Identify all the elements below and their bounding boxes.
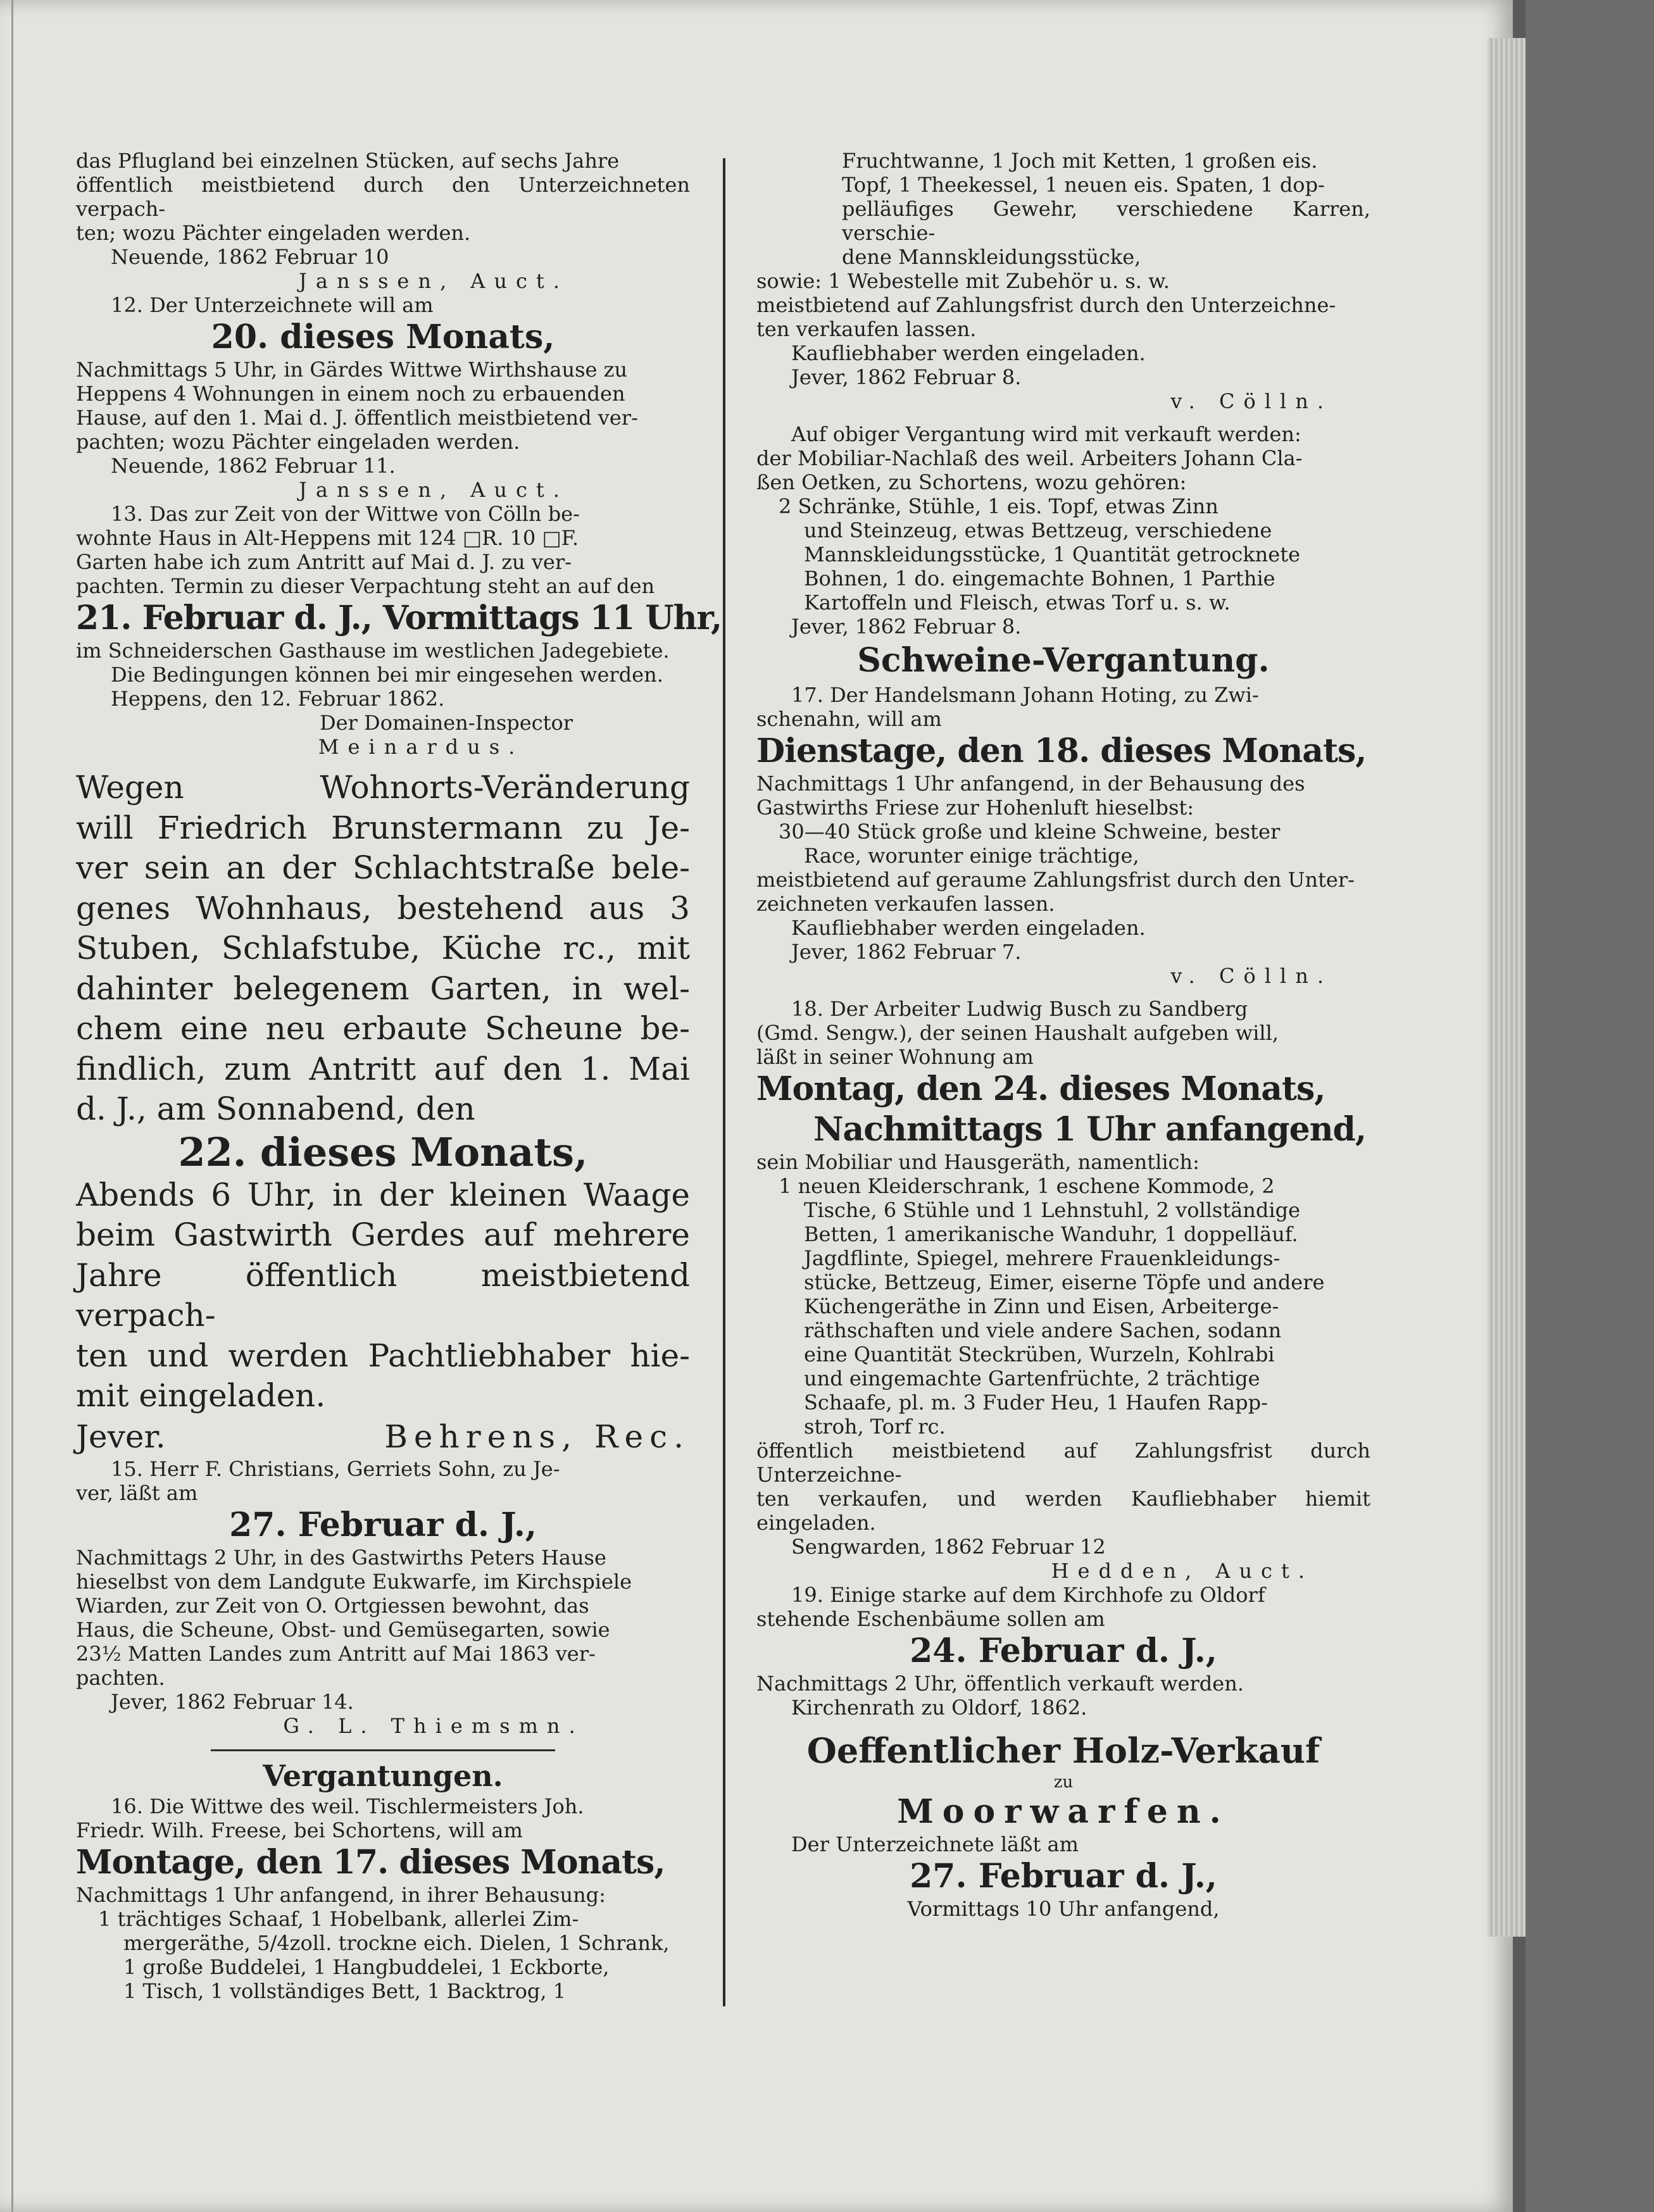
left-column xyxy=(76,149,722,2003)
signature: Janssen, Auct. xyxy=(299,269,568,293)
item-line: Schaafe, pl. m. 3 Fuder Heu, 1 Haufen Rapp- xyxy=(804,1390,1268,1415)
text-line: ten verkaufen lassen. xyxy=(756,317,977,341)
item-line: stücke, Bettzeug, Eimer, eiserne Töpfe und andere xyxy=(804,1270,1325,1294)
item-line: stroh, Torf rc. xyxy=(804,1415,946,1439)
text-line: hieselbst von dem Landgute Eukwarfe, im Kirchspiele xyxy=(76,1569,632,1594)
text-line: Wiarden, zur Zeit von O. Ortgiessen bewohnt, das xyxy=(76,1593,589,1618)
date-heading: Montag, den 24. dieses Monats, xyxy=(756,1070,1325,1108)
text-line: Friedr. Wilh. Freese, bei Schortens, will am xyxy=(76,1818,523,1842)
section-heading: Vergantungen. xyxy=(263,1758,503,1793)
signature: v. Cölln. xyxy=(1170,964,1332,988)
item-line: räthschaften und viele andere Sachen, sodann xyxy=(804,1318,1282,1342)
large-notice-line: ver sein an der Schlachtstraße bele- xyxy=(76,849,690,886)
column-rule xyxy=(723,158,725,2006)
large-notice-line: d. J., am Sonnabend, den xyxy=(76,1090,475,1127)
date-heading: 20. dieses Monats, xyxy=(211,318,555,356)
binding-gutter xyxy=(11,0,13,2212)
text-line: pachten; wozu Pächter eingeladen werden. xyxy=(76,430,520,454)
item-line: Mannskleidungsstücke, 1 Quantität getrocknete xyxy=(804,542,1300,566)
item-line: eine Quantität Steckrüben, Wurzeln, Kohlrabi xyxy=(804,1342,1275,1366)
text-line: läßt in seiner Wohnung am xyxy=(756,1045,1034,1069)
text-line: das Pflugland bei einzelnen Stücken, auf sechs Jahre xyxy=(76,149,620,173)
item-line: Race, worunter einige trächtige, xyxy=(804,844,1139,868)
large-notice-line: Wegen Wohnorts-Veränderung xyxy=(76,769,690,806)
notice-number: 16. Die Wittwe des weil. Tischlermeisters Joh. xyxy=(111,1794,584,1818)
large-notice-line: dahinter belegenem Garten, in wel- xyxy=(76,970,690,1007)
text-line: der Mobiliar-Nachlaß des weil. Arbeiters Johann Cla- xyxy=(756,446,1303,470)
text-line: wohnte Haus in Alt-Heppens mit 124 □R. 10 □F. xyxy=(76,526,579,550)
text-line: pachten. xyxy=(76,1665,165,1690)
text-line: Garten habe ich zum Antritt auf Mai d. J. zu ver- xyxy=(76,550,572,574)
date-heading: 24. Februar d. J., xyxy=(910,1632,1217,1670)
date-heading: 22. dieses Monats, xyxy=(178,1128,588,1175)
item-line: 1 trächtiges Schaaf, 1 Hobelbank, allerlei Zim- xyxy=(98,1906,579,1931)
large-notice-line: beim Gastwirth Gerdes auf mehrere xyxy=(76,1216,690,1253)
right-column xyxy=(756,149,1370,1921)
date-heading: Dienstage, den 18. dieses Monats, xyxy=(756,732,1367,770)
text-line: Vormittags 10 Uhr anfangend, xyxy=(907,1897,1220,1921)
notice-number: 17. Der Handelsmann Johann Hoting, zu Zwi- xyxy=(791,683,1259,707)
item-line: 1 Tisch, 1 vollständiges Bett, 1 Backtrog, 1 xyxy=(123,1978,567,2003)
text-line: Nachmittags 2 Uhr, in des Gastwirths Peters Hause xyxy=(76,1545,606,1570)
section-heading: Schweine-Vergantung. xyxy=(857,641,1270,680)
text-line: Nachmittags 5 Uhr, in Gärdes Wittwe Wirthshause zu xyxy=(76,358,628,382)
time-heading: Nachmittags 1 Uhr anfangend, xyxy=(813,1110,1366,1149)
dateline: Sengwarden, 1862 Februar 12 xyxy=(791,1535,1106,1559)
large-notice-line: Jahre öffentlich meistbietend verpach- xyxy=(76,1256,690,1334)
text-line: Haus, die Scheune, Obst- und Gemüsegarten, sowie xyxy=(76,1617,610,1642)
place-heading: Moorwarfen. xyxy=(897,1792,1230,1831)
text-line: meistbietend auf Zahlungsfrist durch den Unterzeichne- xyxy=(756,293,1336,317)
signature: Kirchenrath zu Oldorf, 1862. xyxy=(791,1696,1087,1720)
date-heading: 27. Februar d. J., xyxy=(229,1505,537,1544)
item-line: und Steinzeug, etwas Bettzeug, verschiedene xyxy=(804,518,1272,542)
text-line: ten; wozu Pächter eingeladen werden. xyxy=(76,221,471,245)
large-notice-line: Abends 6 Uhr, in der kleinen Waage xyxy=(76,1176,690,1213)
item-line: Topf, 1 Theekessel, 1 neuen eis. Spaten, 1 dop- xyxy=(842,173,1325,197)
item-line: Betten, 1 amerikanische Wanduhr, 1 doppelläuf. xyxy=(804,1222,1298,1246)
dateline: Neuende, 1862 Februar 10 xyxy=(111,245,389,269)
signature: Meinardus. xyxy=(318,735,524,759)
date-heading: Montage, den 17. dieses Monats, xyxy=(76,1842,665,1882)
notice-number: 13. Das zur Zeit von der Wittwe von Cölln be- xyxy=(111,502,580,526)
text-line: Nachmittags 1 Uhr anfangend, in ihrer Behausung: xyxy=(76,1882,606,1907)
text-line: schenahn, will am xyxy=(756,707,942,731)
text-line: ßen Oetken, zu Schortens, wozu gehören: xyxy=(756,470,1187,494)
text-line: stehende Eschenbäume sollen am xyxy=(756,1607,1105,1631)
text-line: Der Unterzeichnete läßt am xyxy=(791,1832,1079,1856)
large-notice-line: mit eingeladen. xyxy=(76,1377,326,1414)
text-line: (Gmd. Sengw.), der seinen Haushalt aufgeben will, xyxy=(756,1021,1279,1045)
notice-number: 19. Einige starke auf dem Kirchhofe zu Oldorf xyxy=(791,1583,1265,1607)
signature: G. L. Thiemsmn. xyxy=(283,1713,584,1738)
text-line: Hause, auf den 1. Mai d. J. öffentlich meistbietend ver- xyxy=(76,406,638,430)
item-line: pelläufiges Gewehr, verschiedene Karren, verschie- xyxy=(842,197,1370,245)
text-line: Kaufliebhaber werden eingeladen. xyxy=(791,341,1146,365)
text-line: Kaufliebhaber werden eingeladen. xyxy=(791,916,1146,940)
date-heading: 21. Februar d. J., Vormittags 11 Uhr, xyxy=(76,599,722,637)
large-notice-line: ten und werden Pachtliebhaber hie- xyxy=(76,1337,690,1374)
item-line: Fruchtwanne, 1 Joch mit Ketten, 1 großen eis. xyxy=(842,149,1318,173)
text-line: Nachmittags 2 Uhr, öffentlich verkauft werden. xyxy=(756,1671,1244,1696)
text-line: öffentlich meistbietend auf Zahlungsfrist durch Unterzeichne- xyxy=(756,1439,1370,1487)
large-notice-line: Stuben, Schlafstube, Küche rc., mit xyxy=(76,930,690,966)
large-notice-line: will Friedrich Brunstermann zu Je- xyxy=(76,809,690,846)
text-line: zu xyxy=(1053,1773,1074,1792)
section-rule xyxy=(211,1749,554,1751)
signature-title: Der Domainen-Inspector xyxy=(319,711,573,735)
signature: Hedden, Auct. xyxy=(1051,1559,1313,1583)
notice-number: 15. Herr F. Christians, Gerriets Sohn, zu Je- xyxy=(111,1456,560,1481)
signature-row xyxy=(76,1416,690,1457)
text-line: sowie: 1 Webestelle mit Zubehör u. s. w. xyxy=(756,269,1170,293)
dateline: Neuende, 1862 Februar 11. xyxy=(111,454,396,478)
text-line: zeichneten verkaufen lassen. xyxy=(756,892,1055,916)
item-line: Küchengeräthe in Zinn und Eisen, Arbeiterge- xyxy=(804,1294,1279,1318)
large-notice-line: genes Wohnhaus, bestehend aus 3 xyxy=(76,889,690,927)
item-line: 30—40 Stück große und kleine Schweine, bester xyxy=(779,820,1281,844)
item-line: dene Mannskleidungsstücke, xyxy=(842,245,1141,269)
text-line: Gastwirths Friese zur Hohenluft hieselbst: xyxy=(756,796,1194,820)
item-line: Jagdflinte, Spiegel, mehrere Frauenkleidungs- xyxy=(804,1246,1281,1270)
date-heading: 27. Februar d. J., xyxy=(910,1857,1217,1896)
notice-number: 18. Der Arbeiter Ludwig Busch zu Sandberg xyxy=(791,997,1248,1021)
signature: v. Cölln. xyxy=(1170,389,1332,413)
text-line: sein Mobiliar und Hausgeräth, namentlich: xyxy=(756,1150,1200,1174)
dateline: Heppens, den 12. Februar 1862. xyxy=(111,687,445,711)
text-line: pachten. Termin zu dieser Verpachtung steht an auf den xyxy=(76,574,655,598)
signature: Behrens, Rec. xyxy=(384,1418,690,1455)
signature: Janssen, Auct. xyxy=(299,478,568,502)
text-line: im Schneiderschen Gasthause im westlichen Jadegebiete. xyxy=(76,639,670,663)
text-line: ver, läßt am xyxy=(76,1480,198,1505)
place: Jever. xyxy=(76,1418,166,1455)
item-line: 1 große Buddelei, 1 Hangbuddelei, 1 Eckborte, xyxy=(123,1954,610,1979)
notice-number: 12. Der Unterzeichnete will am xyxy=(111,293,434,317)
item-line: 1 neuen Kleiderschrank, 1 eschene Kommode, 2 xyxy=(779,1174,1275,1198)
dateline: Jever, 1862 Februar 14. xyxy=(111,1689,354,1714)
item-line: mergeräthe, 5/4zoll. trockne eich. Dielen, 1 Schrank, xyxy=(123,1930,670,1955)
text-line: Heppens 4 Wohnungen in einem noch zu erbauenden xyxy=(76,382,625,406)
text-line: meistbietend auf geraume Zahlungsfrist durch den Unter- xyxy=(756,868,1355,892)
item-line: Kartoffeln und Fleisch, etwas Torf u. s. w. xyxy=(804,590,1231,615)
text-line: Die Bedingungen können bei mir eingesehen werden. xyxy=(111,663,663,687)
section-heading: Oeffentlicher Holz-Verkauf xyxy=(806,1730,1320,1771)
book-cover xyxy=(1526,0,1654,2212)
item-line: und eingemachte Gartenfrüchte, 2 trächtige xyxy=(804,1366,1260,1390)
item-line: 2 Schränke, Stühle, 1 eis. Topf, etwas Zinn xyxy=(779,494,1219,518)
text-line: öffentlich meistbietend durch den Unterzeichneten verpach- xyxy=(76,173,690,221)
large-notice-line: chem eine neu erbaute Scheune be- xyxy=(76,1010,690,1047)
text-line: ten verkaufen, und werden Kaufliebhaber hiemit eingeladen. xyxy=(756,1487,1370,1535)
text-line: Nachmittags 1 Uhr anfangend, in der Behausung des xyxy=(756,772,1305,796)
dateline: Jever, 1862 Februar 8. xyxy=(791,615,1022,639)
large-notice-line: findlich, zum Antritt auf den 1. Mai xyxy=(76,1050,690,1087)
text-line: 23½ Matten Landes zum Antritt auf Mai 1863 ver- xyxy=(76,1641,596,1666)
item-line: Bohnen, 1 do. eingemachte Bohnen, 1 Parthie xyxy=(804,566,1275,590)
text-line: Auf obiger Vergantung wird mit verkauft werden: xyxy=(791,422,1301,446)
item-line: Tische, 6 Stühle und 1 Lehnstuhl, 2 vollständige xyxy=(804,1198,1301,1222)
dateline: Jever, 1862 Februar 7. xyxy=(791,940,1022,964)
dateline: Jever, 1862 Februar 8. xyxy=(791,365,1022,389)
